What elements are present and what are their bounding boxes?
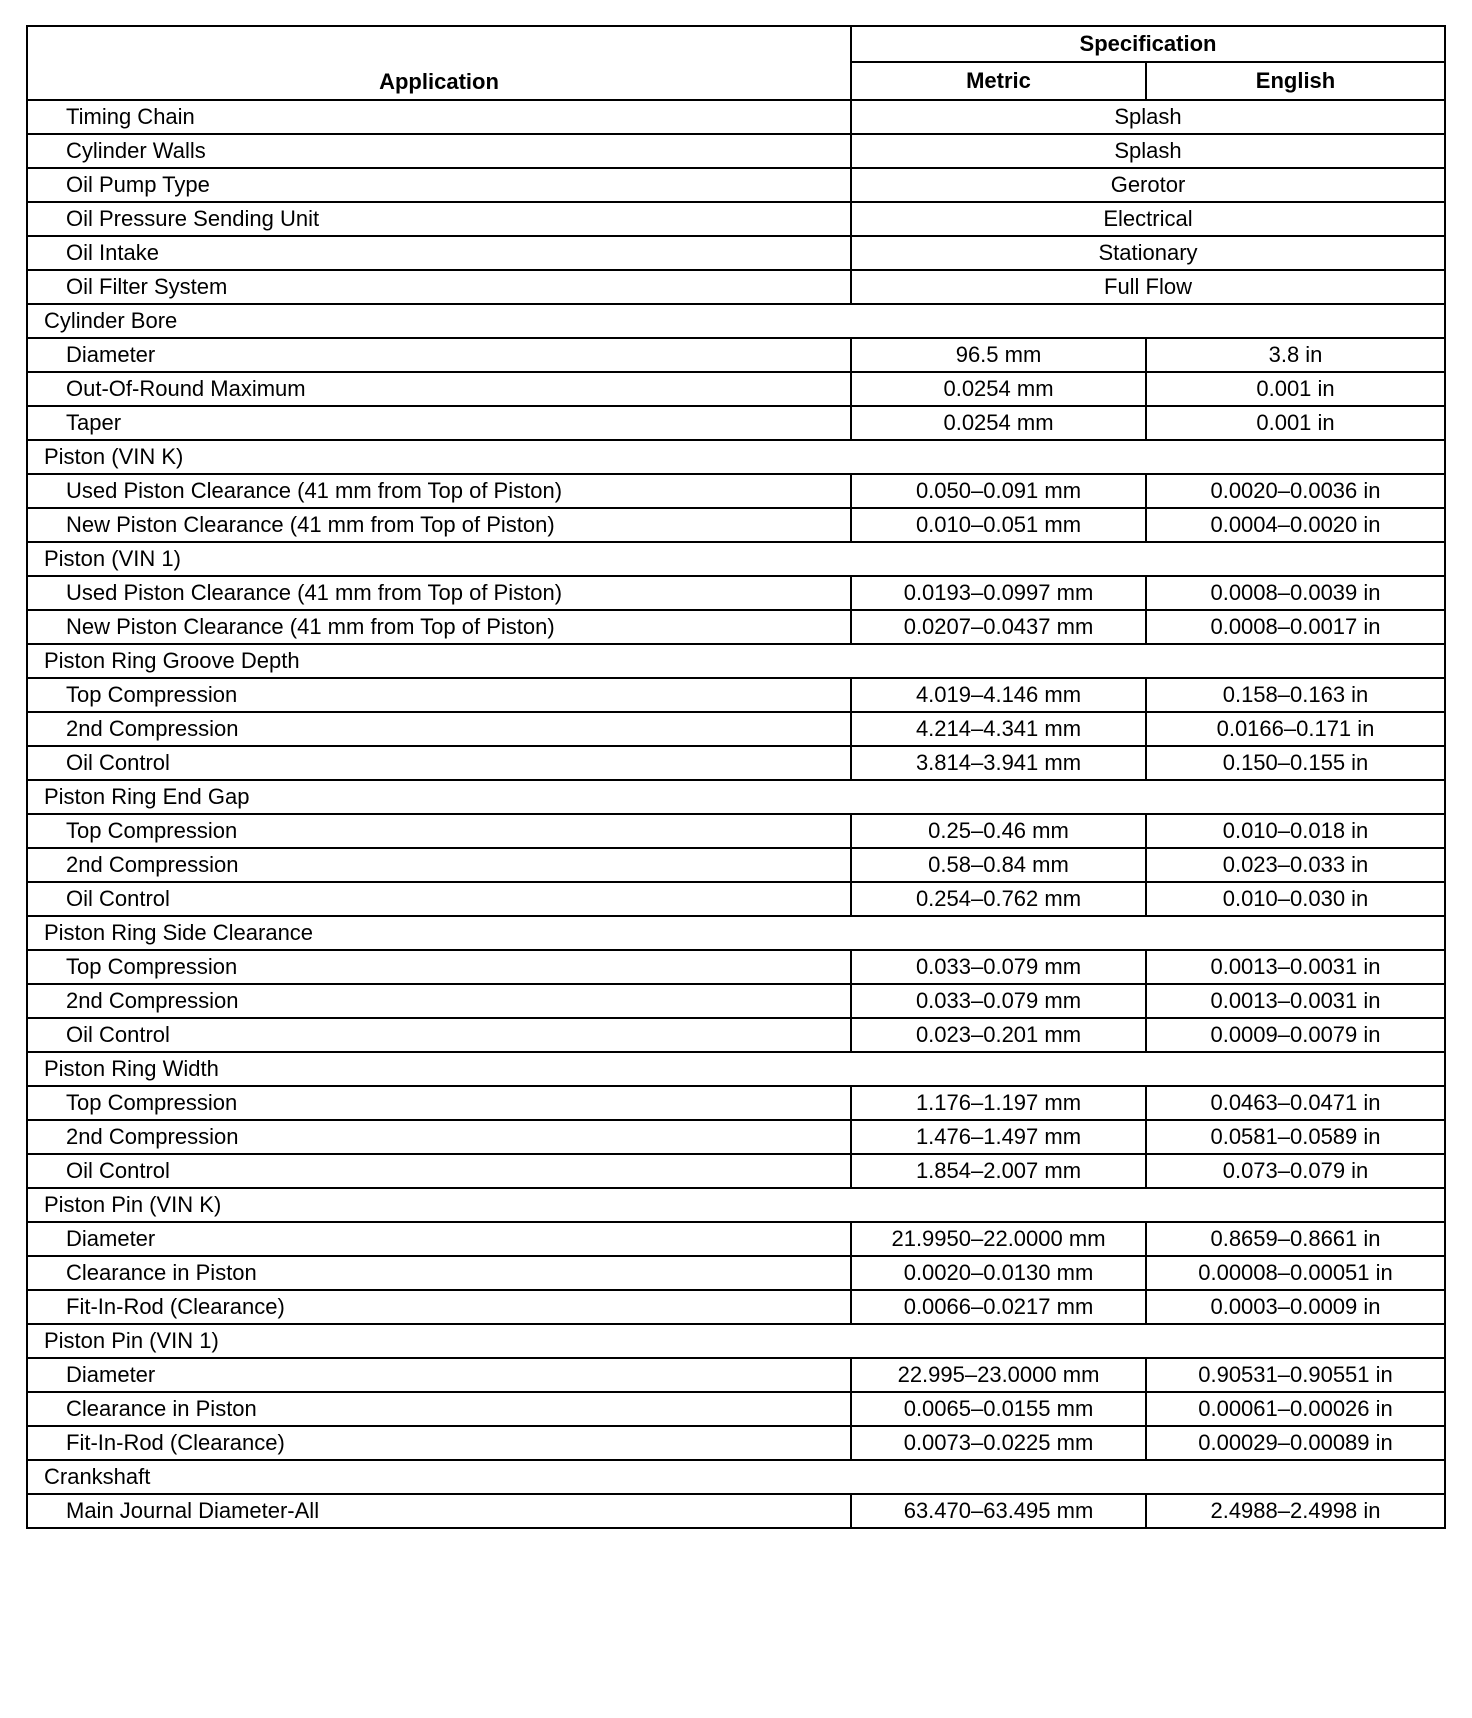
table-row [27, 100, 1445, 134]
application-cell: Top Compression [27, 950, 851, 984]
english-cell: 0.90531–0.90551 in [1146, 1358, 1445, 1392]
english-cell: 0.0008–0.0039 in [1146, 576, 1445, 610]
application-cell: New Piston Clearance (41 mm from Top of Piston) [27, 610, 851, 644]
application-cell: Used Piston Clearance (41 mm from Top of Piston) [27, 576, 851, 610]
metric-cell: 0.0193–0.0997 mm [851, 576, 1146, 610]
metric-cell: 4.019–4.146 mm [851, 678, 1146, 712]
english-cell: 0.0166–0.171 in [1146, 712, 1445, 746]
english-cell: 0.0581–0.0589 in [1146, 1120, 1445, 1154]
english-cell: 0.00029–0.00089 in [1146, 1426, 1445, 1460]
metric-cell: 0.25–0.46 mm [851, 814, 1146, 848]
table-row [27, 1358, 1445, 1392]
application-cell: Top Compression [27, 1086, 851, 1120]
table-row [27, 1426, 1445, 1460]
english-cell: 0.00061–0.00026 in [1146, 1392, 1445, 1426]
specification-table [26, 25, 1446, 1529]
metric-cell: 0.023–0.201 mm [851, 1018, 1146, 1052]
metric-cell: 4.214–4.341 mm [851, 712, 1146, 746]
metric-cell: 0.58–0.84 mm [851, 848, 1146, 882]
metric-cell: 63.470–63.495 mm [851, 1494, 1146, 1528]
section-heading: Cylinder Bore [27, 304, 1445, 338]
application-cell: Oil Pump Type [27, 168, 851, 202]
metric-cell: 0.0065–0.0155 mm [851, 1392, 1146, 1426]
metric-cell: 0.0207–0.0437 mm [851, 610, 1146, 644]
application-cell: Diameter [27, 1358, 851, 1392]
english-cell: 0.001 in [1146, 406, 1445, 440]
specification-cell: Full Flow [851, 270, 1445, 304]
metric-cell: 0.254–0.762 mm [851, 882, 1146, 916]
table-row [27, 678, 1445, 712]
section-row [27, 440, 1445, 474]
table-row [27, 474, 1445, 508]
english-cell: 0.0013–0.0031 in [1146, 984, 1445, 1018]
metric-cell: 0.033–0.079 mm [851, 984, 1146, 1018]
section-heading: Piston (VIN K) [27, 440, 1445, 474]
table-row [27, 1120, 1445, 1154]
section-row [27, 304, 1445, 338]
english-cell: 0.8659–0.8661 in [1146, 1222, 1445, 1256]
section-heading: Piston Ring Groove Depth [27, 644, 1445, 678]
table-row [27, 882, 1445, 916]
table-row [27, 508, 1445, 542]
table-row [27, 134, 1445, 168]
table-row [27, 1086, 1445, 1120]
table-row [27, 1290, 1445, 1324]
section-heading: Piston Pin (VIN 1) [27, 1324, 1445, 1358]
english-cell: 0.0003–0.0009 in [1146, 1290, 1445, 1324]
english-cell: 0.0008–0.0017 in [1146, 610, 1445, 644]
section-row [27, 780, 1445, 814]
table-row [27, 270, 1445, 304]
application-cell: Out-Of-Round Maximum [27, 372, 851, 406]
table-row [27, 1154, 1445, 1188]
application-cell: Clearance in Piston [27, 1256, 851, 1290]
section-heading: Piston Ring Side Clearance [27, 916, 1445, 950]
english-cell: 0.073–0.079 in [1146, 1154, 1445, 1188]
header-application: Application [27, 26, 851, 100]
application-cell: Top Compression [27, 678, 851, 712]
table-row [27, 236, 1445, 270]
english-cell: 0.010–0.030 in [1146, 882, 1445, 916]
application-cell: Oil Pressure Sending Unit [27, 202, 851, 236]
metric-cell: 0.010–0.051 mm [851, 508, 1146, 542]
application-cell: Clearance in Piston [27, 1392, 851, 1426]
specification-cell: Stationary [851, 236, 1445, 270]
table-body [27, 100, 1445, 1528]
english-cell: 0.0009–0.0079 in [1146, 1018, 1445, 1052]
metric-cell: 96.5 mm [851, 338, 1146, 372]
english-cell: 0.0013–0.0031 in [1146, 950, 1445, 984]
section-heading: Piston Pin (VIN K) [27, 1188, 1445, 1222]
header-specification: Specification [851, 26, 1445, 62]
section-heading: Piston (VIN 1) [27, 542, 1445, 576]
metric-cell: 0.0066–0.0217 mm [851, 1290, 1146, 1324]
table-row [27, 338, 1445, 372]
application-cell: 2nd Compression [27, 848, 851, 882]
application-cell: Oil Control [27, 746, 851, 780]
section-row [27, 542, 1445, 576]
english-cell: 0.023–0.033 in [1146, 848, 1445, 882]
metric-cell: 1.854–2.007 mm [851, 1154, 1146, 1188]
table-row [27, 1256, 1445, 1290]
section-row [27, 1052, 1445, 1086]
metric-cell: 21.9950–22.0000 mm [851, 1222, 1146, 1256]
specification-cell: Gerotor [851, 168, 1445, 202]
section-row [27, 1324, 1445, 1358]
section-heading: Piston Ring End Gap [27, 780, 1445, 814]
english-cell: 0.010–0.018 in [1146, 814, 1445, 848]
application-cell: Oil Control [27, 882, 851, 916]
metric-cell: 1.176–1.197 mm [851, 1086, 1146, 1120]
metric-cell: 22.995–23.0000 mm [851, 1358, 1146, 1392]
metric-cell: 0.0254 mm [851, 372, 1146, 406]
table-row [27, 1494, 1445, 1528]
section-heading: Piston Ring Width [27, 1052, 1445, 1086]
table-row [27, 372, 1445, 406]
table-row [27, 1392, 1445, 1426]
english-cell: 0.150–0.155 in [1146, 746, 1445, 780]
application-cell: Timing Chain [27, 100, 851, 134]
application-cell: Oil Control [27, 1018, 851, 1052]
section-row [27, 1188, 1445, 1222]
english-cell: 0.158–0.163 in [1146, 678, 1445, 712]
application-cell: Taper [27, 406, 851, 440]
specification-cell: Splash [851, 134, 1445, 168]
specification-cell: Splash [851, 100, 1445, 134]
english-cell: 0.0004–0.0020 in [1146, 508, 1445, 542]
english-cell: 2.4988–2.4998 in [1146, 1494, 1445, 1528]
table-row [27, 814, 1445, 848]
table-row [27, 406, 1445, 440]
english-cell: 0.0463–0.0471 in [1146, 1086, 1445, 1120]
application-cell: Used Piston Clearance (41 mm from Top of Piston) [27, 474, 851, 508]
application-cell: Main Journal Diameter-All [27, 1494, 851, 1528]
application-cell: Top Compression [27, 814, 851, 848]
specification-cell: Electrical [851, 202, 1445, 236]
application-cell: Oil Filter System [27, 270, 851, 304]
metric-cell: 0.050–0.091 mm [851, 474, 1146, 508]
table-row [27, 746, 1445, 780]
table-row [27, 712, 1445, 746]
english-cell: 0.0020–0.0036 in [1146, 474, 1445, 508]
metric-cell: 3.814–3.941 mm [851, 746, 1146, 780]
header-metric: Metric [851, 62, 1146, 100]
table-row [27, 610, 1445, 644]
metric-cell: 0.033–0.079 mm [851, 950, 1146, 984]
application-cell: 2nd Compression [27, 984, 851, 1018]
section-row [27, 1460, 1445, 1494]
application-cell: Diameter [27, 1222, 851, 1256]
english-cell: 3.8 in [1146, 338, 1445, 372]
application-cell: Oil Control [27, 1154, 851, 1188]
application-cell: 2nd Compression [27, 712, 851, 746]
application-cell: Diameter [27, 338, 851, 372]
metric-cell: 0.0073–0.0225 mm [851, 1426, 1146, 1460]
section-heading: Crankshaft [27, 1460, 1445, 1494]
table-row [27, 1018, 1445, 1052]
header-english: English [1146, 62, 1445, 100]
section-row [27, 916, 1445, 950]
table-row [27, 950, 1445, 984]
table-row [27, 202, 1445, 236]
application-cell: Fit-In-Rod (Clearance) [27, 1290, 851, 1324]
application-cell: Fit-In-Rod (Clearance) [27, 1426, 851, 1460]
table-row [27, 168, 1445, 202]
application-cell: Oil Intake [27, 236, 851, 270]
table-row [27, 848, 1445, 882]
metric-cell: 0.0020–0.0130 mm [851, 1256, 1146, 1290]
table-row [27, 984, 1445, 1018]
table-row [27, 1222, 1445, 1256]
section-row [27, 644, 1445, 678]
english-cell: 0.00008–0.00051 in [1146, 1256, 1445, 1290]
metric-cell: 0.0254 mm [851, 406, 1146, 440]
table-row [27, 576, 1445, 610]
application-cell: New Piston Clearance (41 mm from Top of Piston) [27, 508, 851, 542]
application-cell: 2nd Compression [27, 1120, 851, 1154]
application-cell: Cylinder Walls [27, 134, 851, 168]
metric-cell: 1.476–1.497 mm [851, 1120, 1146, 1154]
english-cell: 0.001 in [1146, 372, 1445, 406]
